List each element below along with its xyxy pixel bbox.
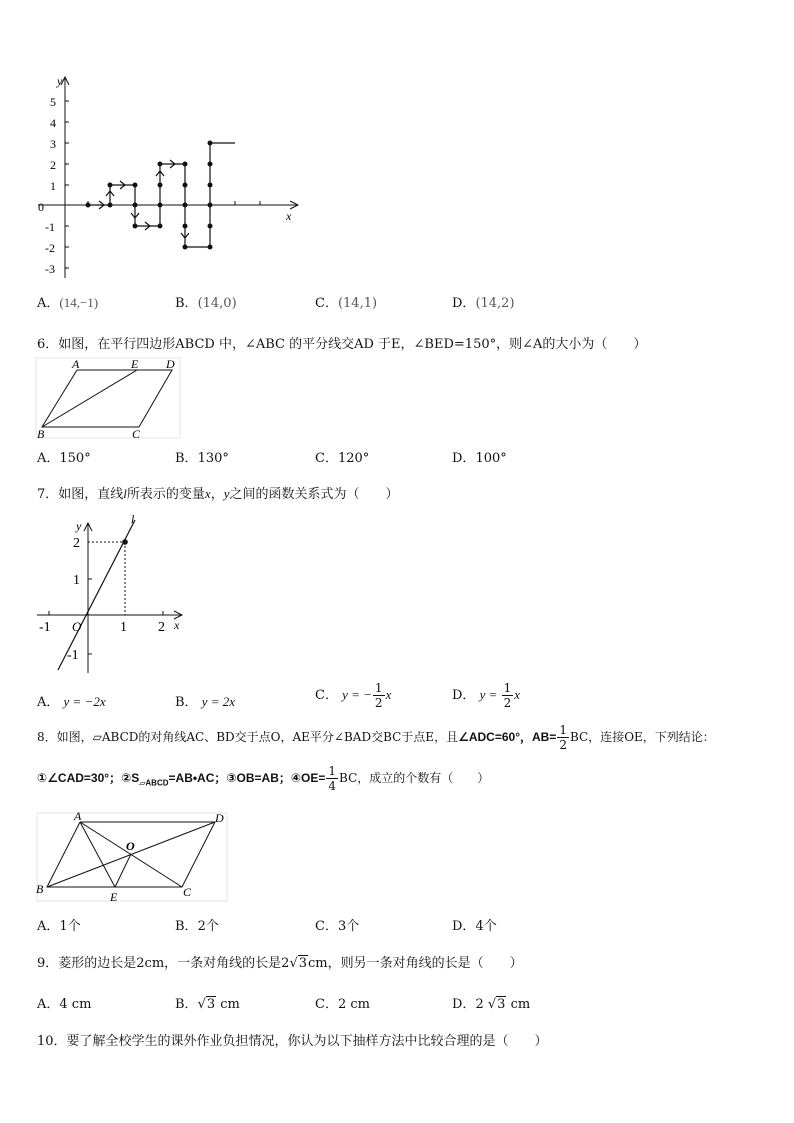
origin-label: 0 [38,200,44,214]
q6-question: 6．如图，在平行四边形ABCD 中，∠ABC 的平分线交AD 于E，∠BED=150°，则∠A的大小为（ ） [37,337,647,352]
q9-option-d[interactable]: D．2 √3 cm [452,997,531,1012]
q10-question: 10．要了解全校学生的课外作业负担情况，你认为以下抽样方法中比较合理的是（ ） [37,1034,548,1049]
q7-option-d[interactable]: D． y = $\frac{1}{2}$ x [452,681,521,710]
q7-option-c[interactable]: C． y = − $\frac{1}{2}$ x [315,681,392,710]
tick-label: 1 [50,179,56,193]
tick-label: 1 [120,620,127,635]
tick-label: 4 [50,116,56,130]
point-label-a: A [74,809,82,823]
tick-label: -1 [67,648,79,663]
point-label-d: D [166,357,175,371]
path-points [86,141,213,250]
q6-option-d[interactable]: D．100° [452,451,507,466]
q8-option-c[interactable]: C．3个 [315,919,360,934]
tick-label: -3 [45,262,55,276]
q5-option-b[interactable]: B．(14,0) [175,296,237,311]
q6-option-a[interactable]: A．150° [37,451,91,466]
point-1-2 [122,539,128,545]
tick-label: 2 [73,536,80,551]
q9-question: 9．菱形的边长是2cm，一条对角线的长是2√3cm，则另一条对角线的长是（ ） [37,956,523,971]
x-axis-label: x [286,209,292,223]
q6-option-b[interactable]: B．130° [175,451,229,466]
q7-question: 7．如图，直线l所表示的变量x，y之间的函数关系式为（ ） [37,486,399,502]
q5-option-d[interactable]: D．(14,2) [452,296,515,311]
point-label-b: B [37,427,45,440]
point-label-d: D [215,811,224,825]
point-label-b: B [36,882,44,896]
q8-option-b[interactable]: B．2个 [175,919,219,934]
point-label-c: C [183,885,192,899]
q8-option-d[interactable]: D．4个 [452,919,497,934]
point-label-c: C [132,427,141,440]
q6-option-c[interactable]: C．120° [315,451,370,466]
y-axis-label: y [57,74,63,88]
tick-label: 2 [158,620,165,635]
q8-parallelogram-figure [32,808,232,904]
q6-parallelogram-figure [32,354,182,440]
q7-option-b[interactable]: B． y = 2x [175,694,236,710]
tick-label: -1 [45,220,55,234]
q8-option-a[interactable]: A．1个 [37,919,81,934]
tick-label: -2 [45,241,55,255]
tick-label: -1 [39,620,51,635]
zigzag-path [88,143,235,247]
q7-line-graph [32,508,192,678]
tick-label: 5 [50,95,56,109]
point-label-a: A [72,357,80,371]
point-label-o: O [126,839,135,853]
q7-option-a[interactable]: A． y = −2x [37,694,106,710]
q8-question-line2: ①∠CAD=30°；$②S_{▱ABCD}=AB•AC$；③OB=AB；④OE= $\frac{1}{4}$ BC，成立的个数有（ ） [37,764,490,793]
y-axis-label: y [76,519,82,533]
line-label-l: l [131,512,135,526]
point-label-e: E [110,890,118,904]
tick-label: 2 [50,158,56,172]
q5-coordinate-graph [30,72,310,282]
tick-label: 1 [73,573,80,588]
tick-label: 3 [50,137,56,151]
origin-label: O [72,619,82,634]
q9-option-a[interactable]: A．4 cm [37,997,92,1012]
q9-option-c[interactable]: C．2 cm [315,997,370,1012]
q5-option-c[interactable]: C．(14,1) [315,296,378,311]
q9-option-b[interactable]: B．√3 cm [175,997,240,1012]
point-label-e: E [131,357,139,371]
q8-question-line1: 8．如图，▱ABCD的对角线AC、BD交于点O，AE平分∠BAD交BC于点E，且∠ADC=60°，AB= $\frac{1}{2}$ BC，连接OE，下列结论： [37,723,715,752]
q5-option-a[interactable]: A．(14,−1) [37,295,99,311]
x-axis-label: x [174,618,180,632]
